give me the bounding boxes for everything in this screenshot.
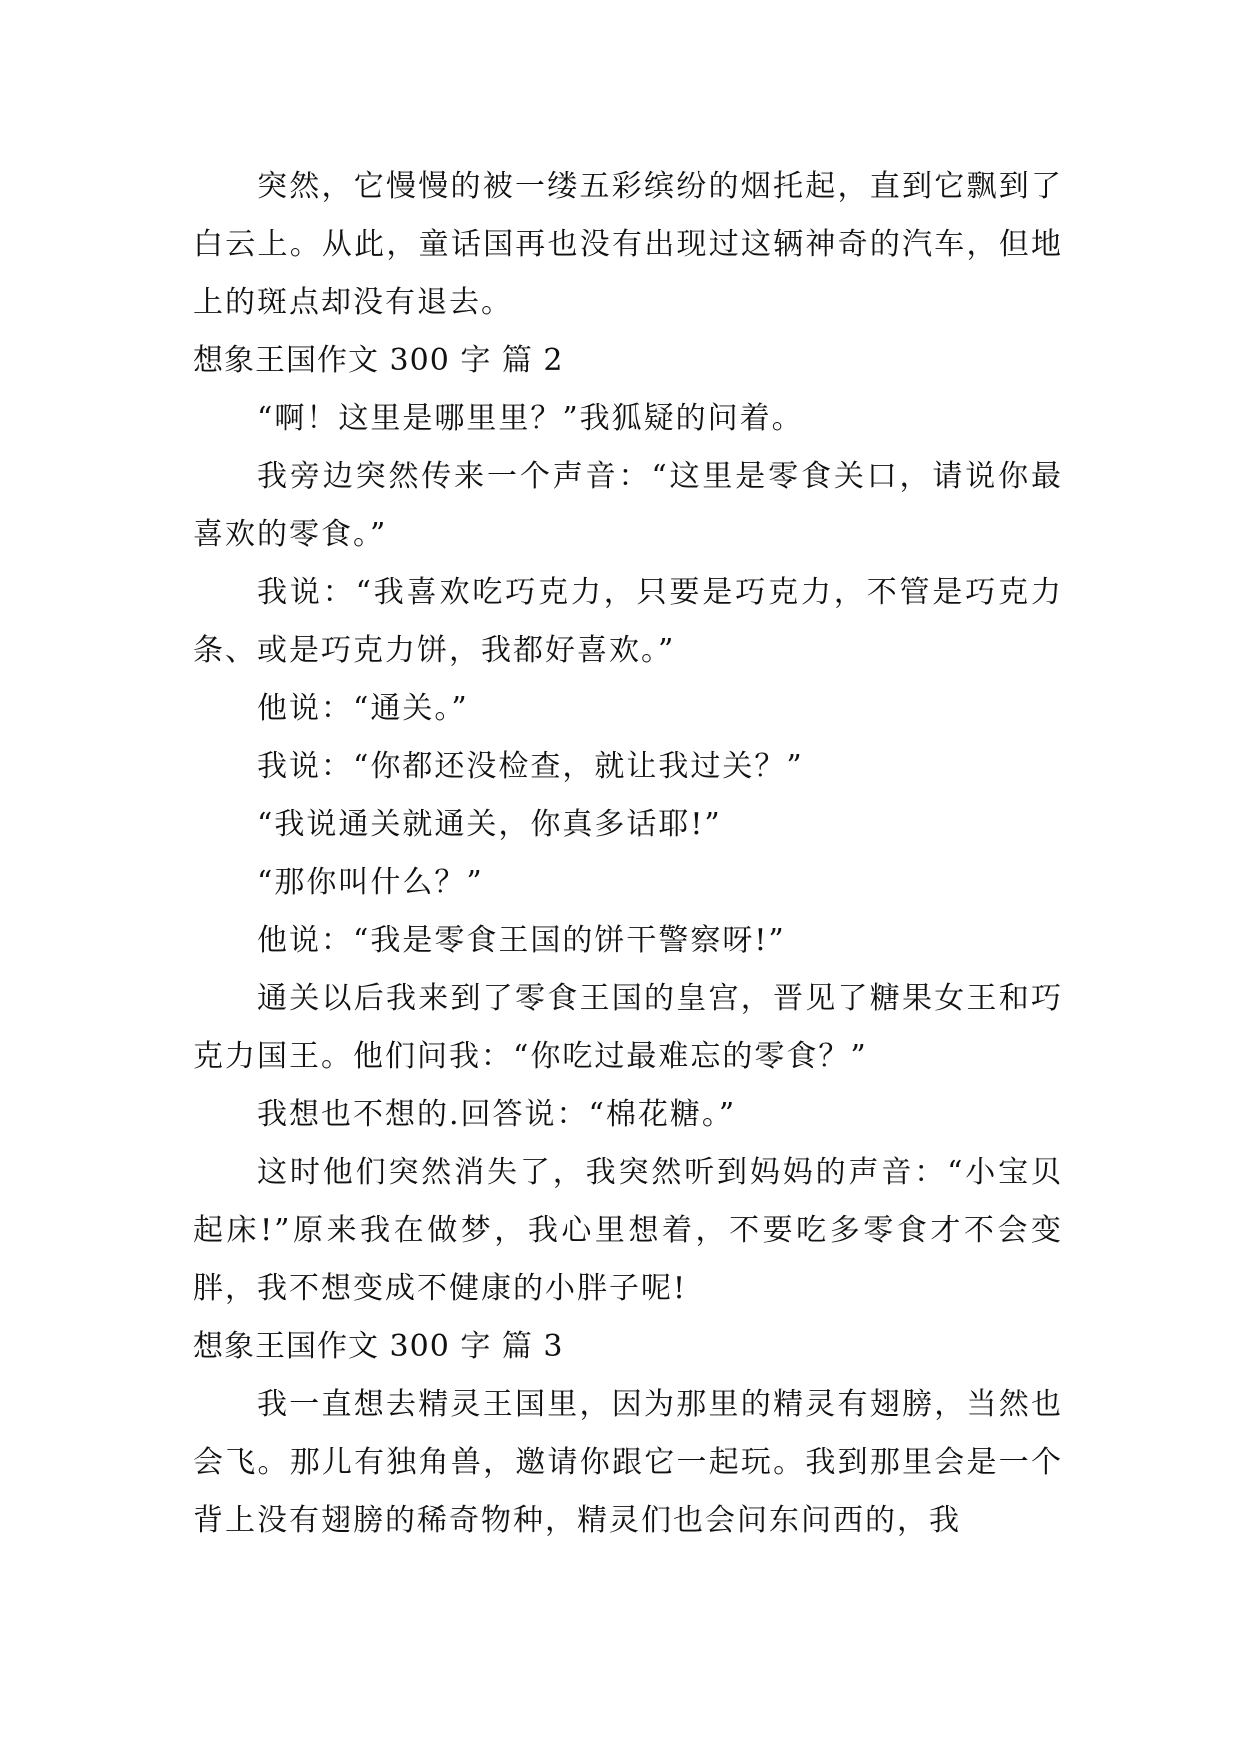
paragraph: 突然，它慢慢的被一缕五彩缤纷的烟托起，直到它飘到了白云上。从此，童话国再也没有出现过这辆神奇的汽车，但地上的斑点却没有退去。 — [193, 169, 1063, 320]
paragraph: “我说通关就通关，你真多话耶!” — [257, 807, 722, 842]
paragraph: “啊！这里是哪里里？”我狐疑的问着。 — [257, 401, 804, 436]
paragraph: “那你叫什么？” — [257, 865, 484, 900]
section-heading: 想象王国作文 300 字 篇 2 — [193, 343, 564, 378]
paragraph: 他说：“通关。” — [257, 691, 469, 726]
paragraph: 他说：“我是零食王国的饼干警察呀!” — [257, 923, 786, 958]
section-heading: 想象王国作文 300 字 篇 3 — [193, 1329, 564, 1364]
paragraph: 通关以后我来到了零食王国的皇宫，晋见了糖果女王和巧克力国王。他们问我：“你吃过最难忘的零食？” — [193, 981, 1063, 1074]
paragraph: 我一直想去精灵王国里，因为那里的精灵有翅膀，当然也会飞。那儿有独角兽，邀请你跟它一起玩。我到那里会是一个背上没有翅膀的稀奇物种，精灵们也会问东问西的，我 — [193, 1387, 1063, 1538]
paragraph: 这时他们突然消失了，我突然听到妈妈的声音：“小宝贝起床!”原来我在做梦，我心里想着，不要吃多零食才不会变胖，我不想变成不健康的小胖子呢! — [193, 1155, 1063, 1306]
paragraph: 我说：“我喜欢吃巧克力，只要是巧克力，不管是巧克力条、或是巧克力饼，我都好喜欢。” — [193, 575, 1063, 668]
document-body — [193, 158, 1063, 1550]
paragraph: 我想也不想的.回答说：“棉花糖。” — [257, 1097, 737, 1132]
paragraph: 我说：“你都还没检查，就让我过关？” — [257, 749, 804, 784]
paragraph: 我旁边突然传来一个声音：“这里是零食关口，请说你最喜欢的零食。” — [193, 459, 1063, 552]
